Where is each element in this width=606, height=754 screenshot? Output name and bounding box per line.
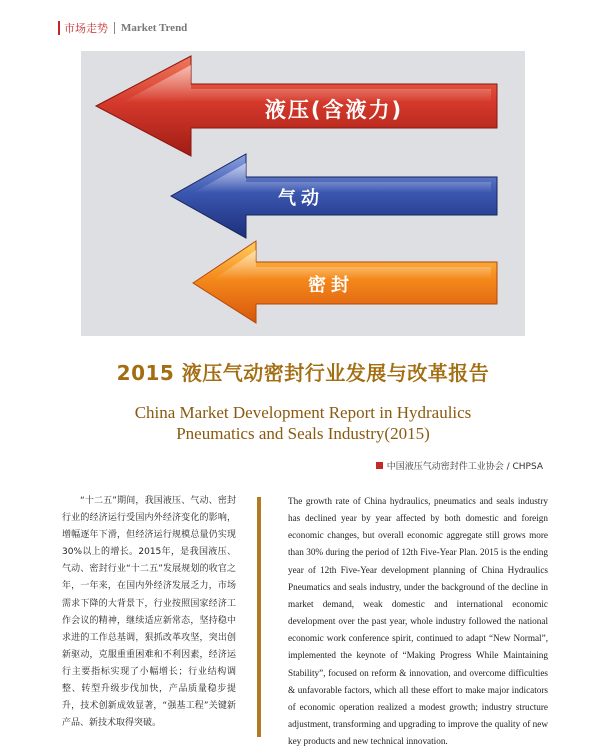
- arrows-graphic: [81, 51, 525, 336]
- report-title-en-line1: China Market Development Report in Hydraulics: [134, 403, 472, 422]
- report-title-en-line2: Pneumatics and Seals Industry(2015): [176, 424, 430, 443]
- author-square-icon: [376, 462, 383, 469]
- report-title-cn: 2015 液压气动密封行业发展与改革报告: [116, 361, 490, 385]
- body-text-cn: [62, 493, 236, 732]
- pneumatics-arrow-label: 气动: [278, 188, 324, 209]
- author-line: [376, 459, 543, 472]
- body-paragraph-en: The growth rate of China hydraulics, pneumatics and seals industry has declined year by year affected by both domestic and foreign economic changes, but overall economic aggregate still grows more than 30% during the period of 12th Five-Year Plan. 2015 is the ending year of 12th Five-Year development planning of China Hydraulics Pneumatics and seals industry, under the background of the decline in market demand, weak domestic and international economic development over the past year, whole industry followed the national economic work conference spirit, continued to adapt “New Normal”, implemented the keynote of “Making Progress While Maintaining Stability”, focused on reform & innovation, and overcome difficulties & unfavorable factors, which all these effort to make major indicators of economic operation realized a modest growth; industry structure adjustment, transforming and upgrading to improve the quality of new key products and new technical innovation.: [288, 496, 548, 747]
- seals-arrow-label: 密封: [308, 275, 354, 296]
- section-title-cn: 市场走势: [64, 22, 108, 35]
- section-header: [58, 20, 187, 36]
- body-paragraph-cn: “十二五”期间，我国液压、气动、密封行业的经济运行受国内外经济变化的影响，增幅逐年下滑，但经济运行规模总量仍实现30%以上的增长。2015年，是我国液压、气动、密封行业“十二五”发展规划的收官之年，一年来，在国内外经济发展乏力，市场需求下降的大背景下，行业按照国家经济工作会议的精神，继续适应新常态，坚持稳中求进的工作总基调，狠抓改革攻坚，突出创新驱动，克服重重困难和不利因素，经济运行主要指标实现了小幅增长；行业结构调整、转型升级步伐加快，产品质量稳步提升，技术创新成效显著，“强基工程”关键新产品、新技术取得突破。: [62, 496, 236, 729]
- body-text-en: [288, 493, 548, 750]
- column-divider: [257, 497, 261, 737]
- pneumatics-arrow: [171, 154, 497, 238]
- section-title-en: Market Trend: [121, 22, 188, 34]
- hero-illustration: [81, 51, 525, 336]
- author-text: 中国液压气动密封件工业协会 / CHPSA: [386, 462, 543, 472]
- header-accent-bar: [58, 21, 60, 35]
- hydraulics-arrow-label: 液压(含液力): [264, 98, 404, 122]
- header-separator: [114, 22, 115, 34]
- report-title-en: [0, 402, 606, 444]
